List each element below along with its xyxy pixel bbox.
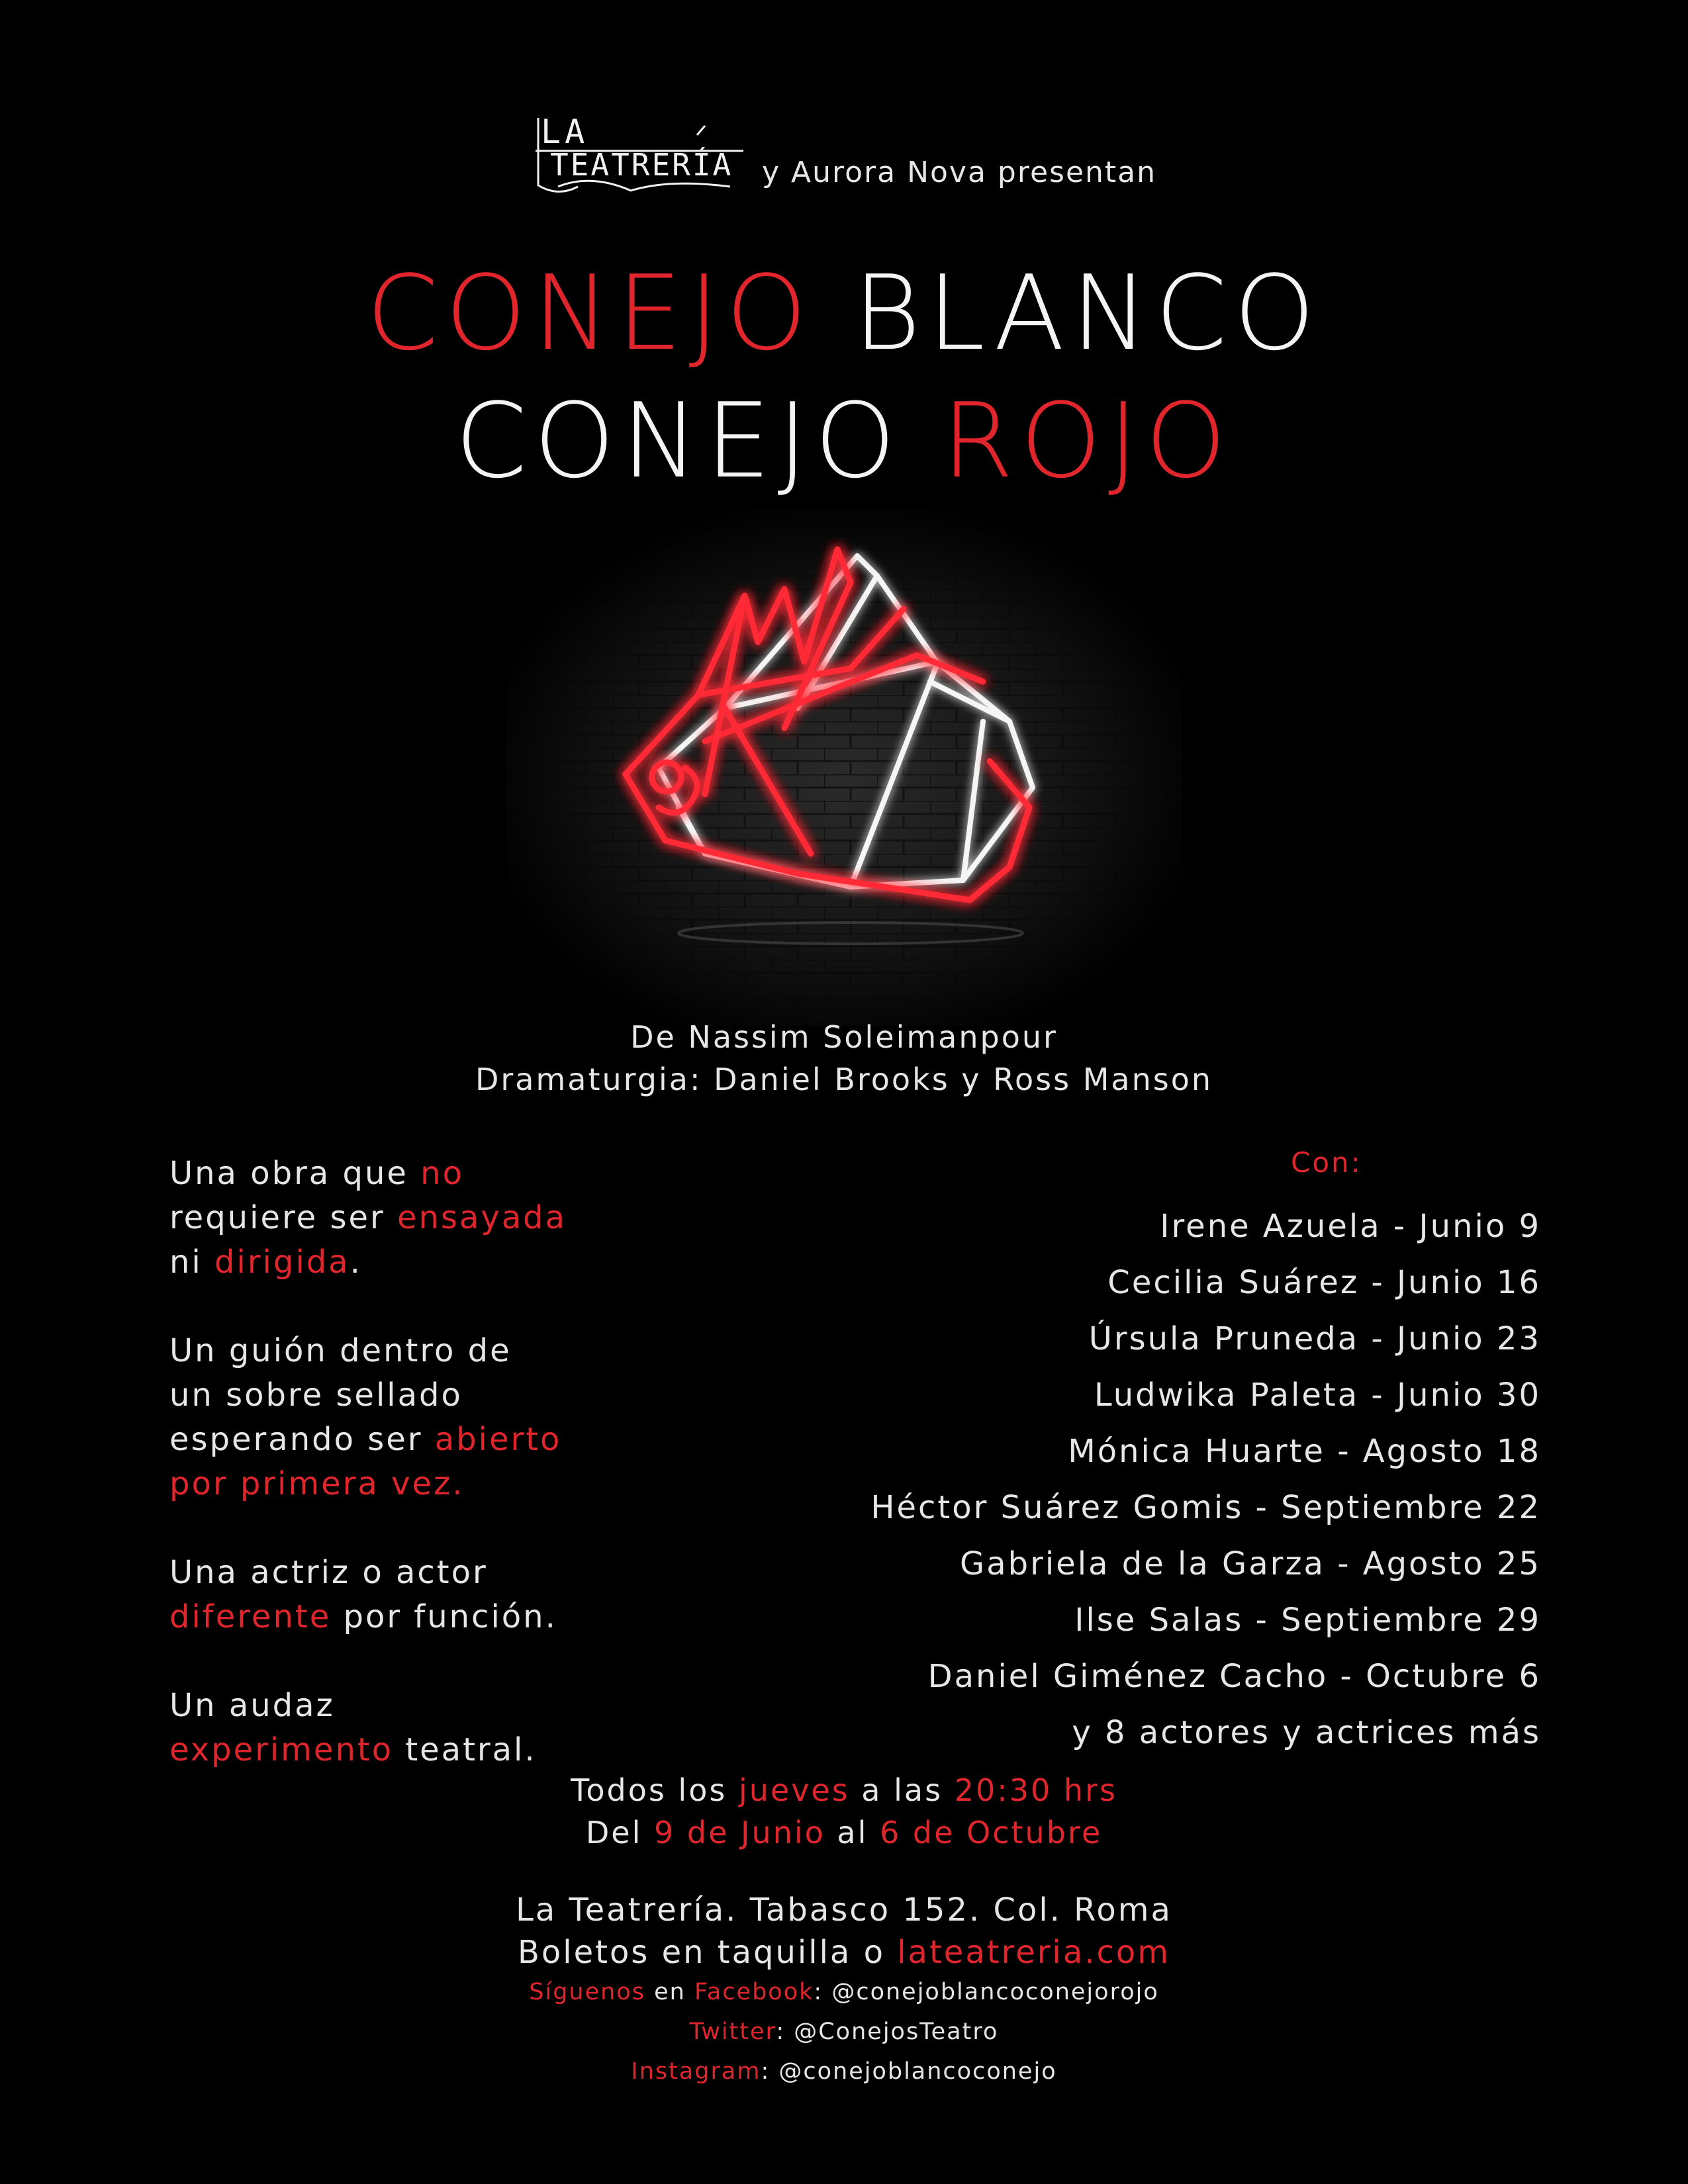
description-paragraph-3 bbox=[169, 1551, 673, 1639]
author-credit: De Nassim Soleimanpour bbox=[630, 1019, 1058, 1055]
social-twitter bbox=[0, 2019, 1688, 2045]
logo-line1: LA bbox=[540, 113, 589, 151]
cast-item: Ilse Salas - Septiembre 29 bbox=[1074, 1602, 1541, 1639]
desc-text: esperando ser bbox=[169, 1421, 435, 1458]
cast-item: Ludwika Paleta - Junio 30 bbox=[1094, 1377, 1541, 1414]
instagram-label: Instagram bbox=[631, 2058, 761, 2085]
schedule-highlight: 6 de Octubre bbox=[880, 1815, 1103, 1850]
schedule-highlight: 9 de Junio bbox=[653, 1815, 825, 1850]
cast-item: Héctor Suárez Gomis - Septiembre 22 bbox=[870, 1489, 1541, 1526]
desc-highlight: dirigida bbox=[214, 1244, 350, 1281]
instagram-handle[interactable]: : @conejoblancoconejo bbox=[761, 2058, 1057, 2085]
cast-item: Daniel Giménez Cacho - Octubre 6 bbox=[927, 1658, 1541, 1695]
desc-text: . bbox=[350, 1244, 362, 1281]
description-paragraph-2 bbox=[169, 1329, 673, 1506]
schedule-highlight: jueves bbox=[738, 1772, 850, 1808]
desc-text: por función. bbox=[331, 1598, 557, 1635]
neon-rabbit-illustration bbox=[506, 510, 1182, 1026]
desc-text: Un audaz bbox=[169, 1687, 335, 1724]
desc-highlight: ensayada bbox=[397, 1199, 567, 1236]
venue-address: La Teatrería. Tabasco 152. Col. Roma bbox=[516, 1891, 1172, 1929]
schedule-highlight: 20:30 hrs bbox=[954, 1772, 1117, 1808]
schedule-text: al bbox=[825, 1815, 880, 1850]
desc-highlight: diferente bbox=[169, 1598, 332, 1635]
social-text-highlight: Síguenos bbox=[529, 1979, 645, 2005]
description-paragraph-4 bbox=[169, 1684, 673, 1772]
social-facebook bbox=[0, 1979, 1688, 2005]
description-column bbox=[169, 1152, 673, 1817]
cast-heading: Con: bbox=[1291, 1146, 1362, 1179]
cast-item-more: y 8 actores y actrices más bbox=[1072, 1714, 1541, 1751]
dramaturgy-credit: Dramaturgia: Daniel Brooks y Ross Manson bbox=[475, 1062, 1213, 1097]
cast-item: Cecilia Suárez - Junio 16 bbox=[1107, 1264, 1541, 1301]
schedule-days bbox=[0, 1772, 1688, 1808]
tickets-line bbox=[0, 1934, 1688, 1971]
twitter-handle[interactable]: : @ConejosTeatro bbox=[776, 2019, 999, 2045]
presenter-line bbox=[0, 113, 1688, 199]
tickets-text: Boletos en taquilla o bbox=[517, 1934, 898, 1971]
title-conejo-red: CONEJO bbox=[366, 253, 814, 373]
desc-highlight: experimento bbox=[169, 1731, 394, 1768]
desc-text: teatral. bbox=[393, 1731, 537, 1768]
social-text: en bbox=[645, 1979, 694, 2005]
desc-text: Una actriz o actor bbox=[169, 1554, 488, 1591]
desc-text: Un guión dentro de bbox=[169, 1332, 512, 1369]
cast-item: Gabriela de la Garza - Agosto 25 bbox=[960, 1545, 1541, 1582]
schedule-text: a las bbox=[849, 1772, 955, 1808]
twitter-label: Twitter bbox=[689, 2019, 776, 2045]
desc-highlight: no bbox=[420, 1155, 464, 1192]
desc-text: Una obra que bbox=[169, 1155, 421, 1192]
facebook-label: Facebook bbox=[694, 1979, 814, 2005]
desc-text: requiere ser bbox=[169, 1199, 397, 1236]
title-rojo: ROJO bbox=[941, 381, 1233, 501]
cast-item: Mónica Huarte - Agosto 18 bbox=[1068, 1433, 1541, 1470]
cast-item: Irene Azuela - Junio 9 bbox=[1160, 1208, 1541, 1245]
desc-highlight: abierto bbox=[434, 1421, 562, 1458]
social-instagram bbox=[0, 2058, 1688, 2085]
schedule-text: Todos los bbox=[571, 1772, 739, 1808]
schedule-dates bbox=[0, 1815, 1688, 1850]
website-link[interactable]: lateatreria.com bbox=[897, 1934, 1171, 1971]
title-conejo-white: CONEJO bbox=[455, 381, 903, 501]
schedule-text: Del bbox=[585, 1815, 654, 1850]
neon-rabbit-icon bbox=[506, 510, 1182, 1026]
presenter-text: y Aurora Nova presentan bbox=[761, 156, 1157, 189]
title-line-1 bbox=[0, 253, 1688, 373]
description-paragraph-1 bbox=[169, 1152, 673, 1285]
facebook-handle[interactable]: : @conejoblancoconejorojo bbox=[814, 1979, 1159, 2005]
desc-text: un sobre sellado bbox=[169, 1377, 463, 1414]
cast-list bbox=[813, 1206, 1541, 1769]
title-blanco: BLANCO bbox=[853, 253, 1322, 373]
la-teatreria-logo bbox=[532, 113, 750, 199]
desc-text: ni bbox=[169, 1244, 215, 1281]
logo-line2: TEATRERÍA bbox=[549, 147, 733, 183]
cast-item: Úrsula Pruneda - Junio 23 bbox=[1088, 1320, 1541, 1357]
title-line-2 bbox=[0, 381, 1688, 501]
desc-highlight: por primera vez. bbox=[169, 1465, 465, 1502]
